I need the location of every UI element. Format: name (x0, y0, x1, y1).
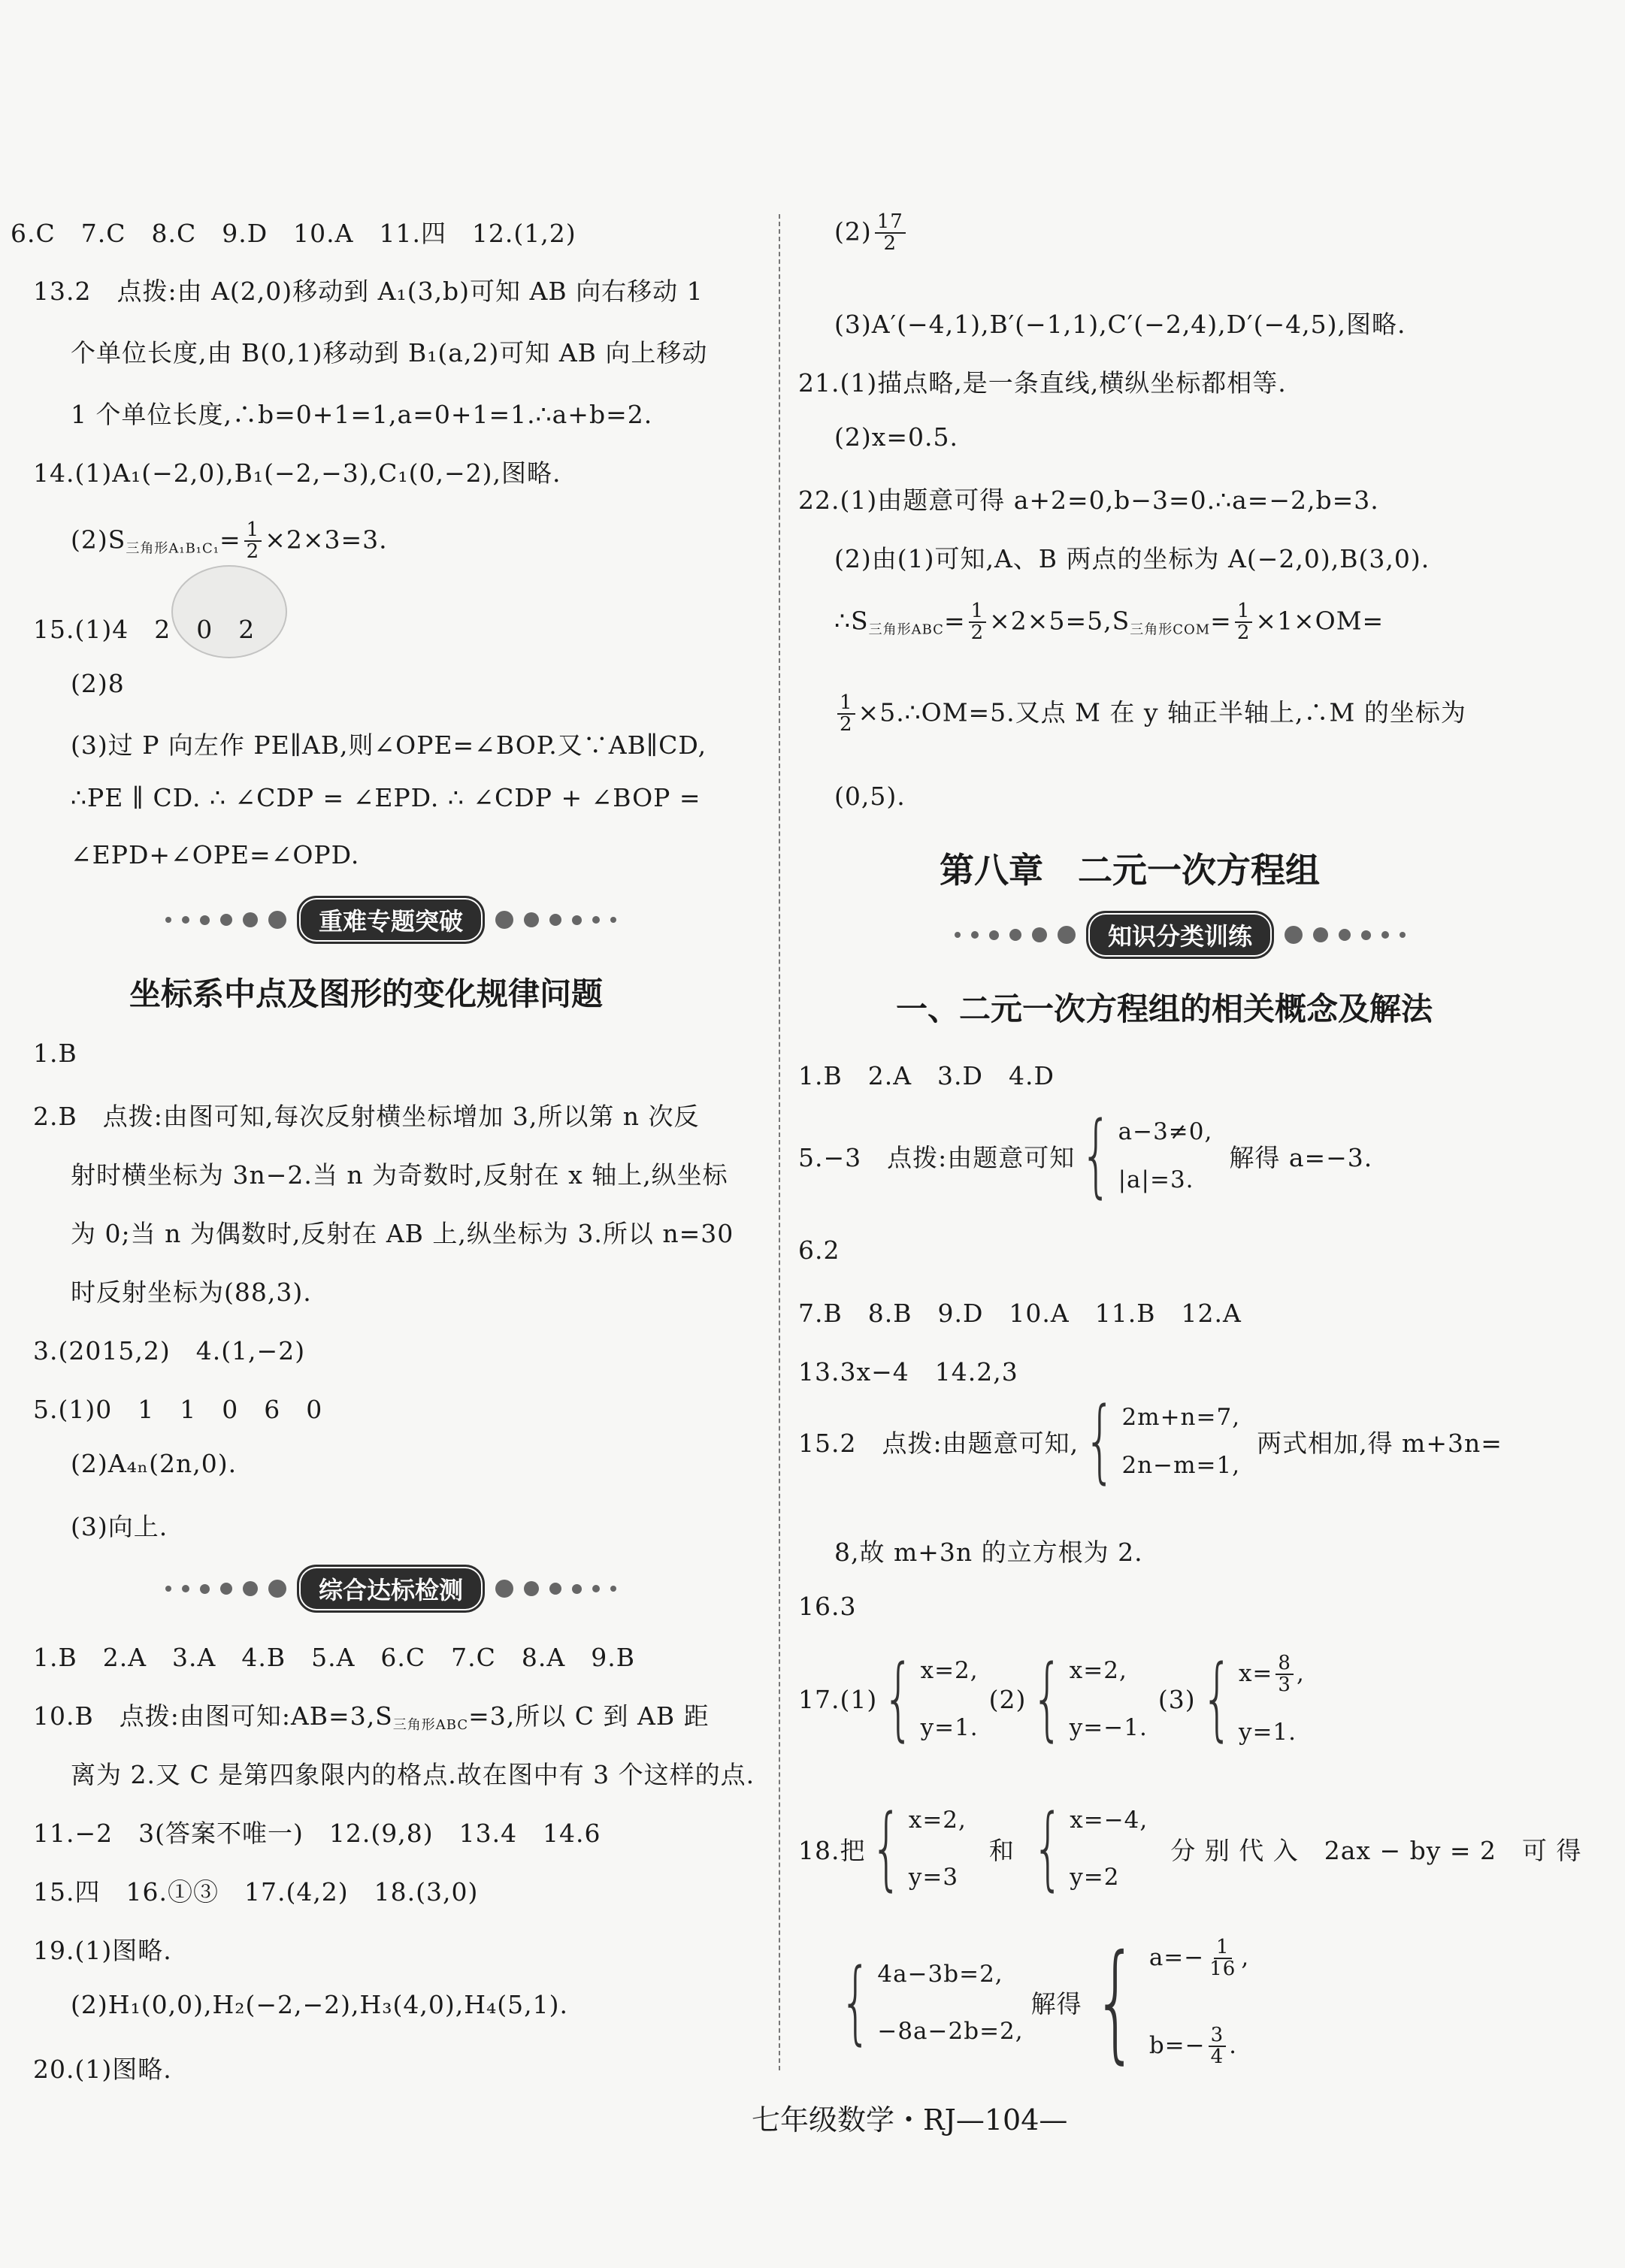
section-heading: 一、二元一次方程组的相关概念及解法 (896, 990, 1433, 1027)
brace-icon: { (870, 1796, 903, 1901)
equation: x=2, (908, 1807, 967, 1834)
text: 和 (988, 1835, 1015, 1865)
equation: a=− $\frac{1}{16}$ , (1148, 1936, 1250, 1981)
equation: 4a−3b=2, (877, 1960, 1003, 1988)
equation-system (1070, 1807, 1148, 1891)
answer-line: 15.四 16.①③ 17.(4,2) 18.(3,0) (33, 1877, 479, 1907)
chapter-title: 第八章 二元一次方程组 (940, 850, 1320, 891)
denominator: 2 (840, 713, 853, 736)
numerator: 17 (875, 212, 906, 234)
area-formula-line (834, 601, 1384, 644)
text: (2) (988, 1684, 1027, 1714)
denominator: 4 (1210, 2045, 1224, 2068)
answer-line: 11.−2 3(答案不唯一) 12.(9,8) 13.4 14.6 (33, 1819, 601, 1848)
text: ×2×3=3. (265, 525, 388, 555)
equation-system (1070, 1657, 1148, 1741)
answer-line (798, 1103, 1373, 1208)
answer-line: 1.B 2.A 3.D 4.D (798, 1061, 1055, 1090)
answer-line: 个单位长度,由 B(0,1)移动到 B₁(a,2)可知 AB 向上移动 (71, 338, 708, 367)
column-divider (779, 214, 780, 2070)
subscript: 三角形ABC (392, 1717, 469, 1733)
answer-line: 19.(1)图略. (33, 1936, 172, 1965)
answer-line (834, 1928, 1250, 2077)
numerator: 3 (1209, 2025, 1227, 2047)
brace-icon: { (1093, 1928, 1139, 2077)
section-heading: 坐标系中点及图形的变化规律问题 (129, 975, 604, 1012)
answer-line: 14.(1)A₁(−2,0),B₁(−2,−3),C₁(0,−2),图略. (33, 458, 561, 488)
answer-line: ∴PE ∥ CD. ∴ ∠CDP = ∠EPD. ∴ ∠CDP + ∠BOP = (71, 783, 701, 812)
dots-left (165, 911, 286, 929)
section-banner (879, 911, 1481, 959)
dots-right (495, 1580, 616, 1598)
answer-line (798, 1389, 1502, 1493)
subscript: 三角形ABC (868, 621, 944, 638)
equation-system (909, 1807, 967, 1891)
banner-label: 重难专题突破 (297, 896, 485, 944)
answer-line: 20.(1)图略. (33, 2055, 172, 2084)
answer-line: 时反射坐标为(88,3). (71, 1278, 312, 1307)
answer-line (798, 1796, 1582, 1901)
answer-line: (2)8 (71, 669, 125, 698)
text: 18.把 (798, 1835, 866, 1865)
answer-line: (3)过 P 向左作 PE∥AB,则∠OPE=∠BOP.又∵AB∥CD, (71, 730, 707, 760)
dots-right (495, 911, 616, 929)
answer-line: 1.B (33, 1039, 77, 1068)
numerator: 1 (244, 520, 262, 542)
equation: x= $\frac{8}{3}$ , (1238, 1652, 1305, 1697)
equation-system (877, 1961, 1023, 2045)
fraction (1207, 1937, 1238, 1980)
text: ×5.∴OM=5.又点 M 在 y 轴正半轴上,∴M 的坐标为 (858, 697, 1466, 727)
equation: x=2, (920, 1657, 979, 1685)
brace-icon: { (1032, 1796, 1064, 1901)
equation-system (921, 1657, 979, 1741)
fraction (969, 601, 987, 644)
denominator: 3 (1278, 1674, 1291, 1697)
section-banner (105, 896, 676, 944)
brace-icon: { (1080, 1103, 1113, 1208)
numerator: 1 (1235, 601, 1253, 623)
equation-system (1118, 1118, 1213, 1193)
dots-left (165, 1580, 286, 1598)
denominator: 2 (970, 621, 985, 645)
text: 两式相加,得 m+3n= (1257, 1428, 1502, 1458)
banner-label: 综合达标检测 (297, 1565, 485, 1613)
text: (3) (1157, 1684, 1196, 1714)
equation: y=−1. (1069, 1714, 1148, 1742)
equation: x=−4, (1070, 1807, 1148, 1834)
equation-system (1121, 1404, 1240, 1479)
text: b=− (1148, 2031, 1206, 2059)
answer-line: 5.(1)0 1 1 0 6 0 (33, 1395, 323, 1424)
answer-line: (3)A′(−4,1),B′(−1,1),C′(−2,4),D′(−4,5),图略. (834, 310, 1406, 339)
equation: 2m+n=7, (1121, 1404, 1241, 1431)
brace-icon: { (882, 1647, 915, 1752)
denominator: 2 (883, 232, 897, 256)
text: 分 别 代 入 2ax − by = 2 可 得 (1170, 1835, 1582, 1865)
text: 15.2 点拨:由题意可知, (798, 1428, 1079, 1458)
answer-line: 射时横坐标为 3n−2.当 n 为奇数时,反射在 x 轴上,纵坐标 (71, 1160, 728, 1190)
banner-label: 知识分类训练 (1086, 911, 1274, 959)
section-banner (105, 1565, 676, 1613)
text: =3,所以 C 到 AB 距 (468, 1701, 710, 1731)
text: ∴S (834, 606, 869, 636)
text: 10.B 点拨:由图可知:AB=3,S (33, 1701, 393, 1731)
text: 解得 (1030, 1989, 1082, 2019)
fraction (244, 520, 262, 563)
answer-line: 2.B 点拨:由图可知,每次反射横坐标增加 3,所以第 n 次反 (33, 1102, 700, 1131)
dots-left (955, 926, 1076, 944)
denominator: 2 (246, 540, 260, 564)
page-footer: 七年级数学・RJ—104— (752, 2103, 1068, 2136)
brace-icon: { (1084, 1389, 1117, 1493)
answer-line (834, 212, 909, 255)
denominator: 16 (1209, 1958, 1236, 1981)
subscript: 三角形COM (1130, 621, 1211, 638)
text: (2) (834, 216, 872, 246)
brace-icon: { (1031, 1647, 1064, 1752)
answer-line: 1.B 2.A 3.A 4.B 5.A 6.C 7.C 8.A 9.B (33, 1643, 635, 1672)
equation: 2n−m=1, (1121, 1452, 1241, 1479)
equation: b=− $\frac{3}{4}$ . (1148, 2023, 1238, 2068)
text: = (1210, 606, 1232, 636)
answer-line (798, 1647, 1305, 1752)
answer-line: 22.(1)由题意可得 a+2=0,b−3=0.∴a=−2,b=3. (798, 485, 1379, 515)
denominator: 2 (1236, 621, 1251, 645)
answer-line (834, 693, 1466, 736)
dots-right (1285, 926, 1406, 944)
fraction (837, 693, 855, 736)
text: = (219, 525, 241, 555)
answer-line: 6.C 7.C 8.C 9.D 10.A 11.四 12.(1,2) (11, 219, 576, 248)
text: 解得 a=−3. (1229, 1142, 1373, 1172)
answer-line: (2)A₄ₙ(2n,0). (71, 1449, 238, 1478)
answer-line: (2)H₁(0,0),H₂(−2,−2),H₃(4,0),H₄(5,1). (71, 1990, 568, 2019)
numerator: 1 (969, 601, 987, 623)
answer-line: 为 0;当 n 为偶数时,反射在 AB 上,纵坐标为 3.所以 n=30 (71, 1219, 734, 1248)
brace-icon: { (840, 1949, 872, 2055)
equation: a−3≠0, (1118, 1118, 1213, 1145)
answer-line: (2)x=0.5. (834, 422, 958, 452)
answer-line: 8,故 m+3n 的立方根为 2. (834, 1538, 1143, 1567)
answer-line: 13.3x−4 14.2,3 (798, 1357, 1018, 1387)
text: 17.(1) (798, 1684, 878, 1714)
answer-line: 7.B 8.B 9.D 10.A 11.B 12.A (798, 1299, 1242, 1328)
fraction (875, 212, 906, 255)
brace-icon: { (1200, 1647, 1233, 1752)
subscript: 三角形A₁B₁C₁ (126, 540, 220, 557)
numerator: 1 (837, 693, 855, 715)
answer-line: (2)由(1)可知,A、B 两点的坐标为 A(−2,0),B(3,0). (834, 544, 1430, 573)
text: 5.−3 点拨:由题意可知 (798, 1142, 1076, 1172)
fraction (1275, 1653, 1294, 1696)
answer-line: 16.3 (798, 1592, 857, 1621)
equation: |a|=3. (1118, 1166, 1194, 1193)
equation: y=1. (1238, 1718, 1297, 1746)
text: a=− (1148, 1943, 1205, 1971)
text: (2)S (71, 525, 126, 555)
answer-line: (3)向上. (71, 1512, 168, 1541)
numerator: 1 (1214, 1937, 1232, 1959)
answer-line: ∠EPD+∠OPE=∠OPD. (71, 840, 360, 869)
answer-line: 离为 2.又 C 是第四象限内的格点.故在图中有 3 个这样的点. (71, 1760, 755, 1789)
equation-system (1239, 1653, 1305, 1746)
text: ×2×5=5,S (989, 606, 1130, 636)
answer-line: 15.(1)4 2 0 2 (33, 615, 256, 644)
fraction (1209, 2025, 1227, 2068)
text: x= (1238, 1659, 1273, 1687)
text: = (943, 606, 966, 636)
answer-line (33, 1697, 710, 1734)
answer-line: 6.2 (798, 1235, 840, 1265)
answer-line: 1 个单位长度,∴b=0+1=1,a=0+1=1.∴a+b=2. (71, 400, 653, 429)
answer-line: (0,5). (834, 782, 906, 811)
equation: −8a−2b=2, (877, 2017, 1024, 2045)
equation: y=3 (908, 1864, 959, 1891)
equation: x=2, (1069, 1657, 1127, 1685)
answer-line: 13.2 点拨:由 A(2,0)移动到 A₁(3,b)可知 AB 向右移动 1 (33, 277, 704, 306)
answer-line: 3.(2015,2) 4.(1,−2) (33, 1336, 306, 1365)
text: ×1×OM= (1255, 606, 1384, 636)
equation: y=1. (920, 1714, 979, 1742)
numerator: 8 (1275, 1653, 1294, 1675)
equation: y=2 (1070, 1864, 1120, 1891)
equation-system (1149, 1937, 1249, 2067)
answer-line: 21.(1)描点略,是一条直线,横纵坐标都相等. (798, 368, 1287, 398)
area-formula-line (71, 520, 388, 563)
fraction (1235, 601, 1253, 644)
